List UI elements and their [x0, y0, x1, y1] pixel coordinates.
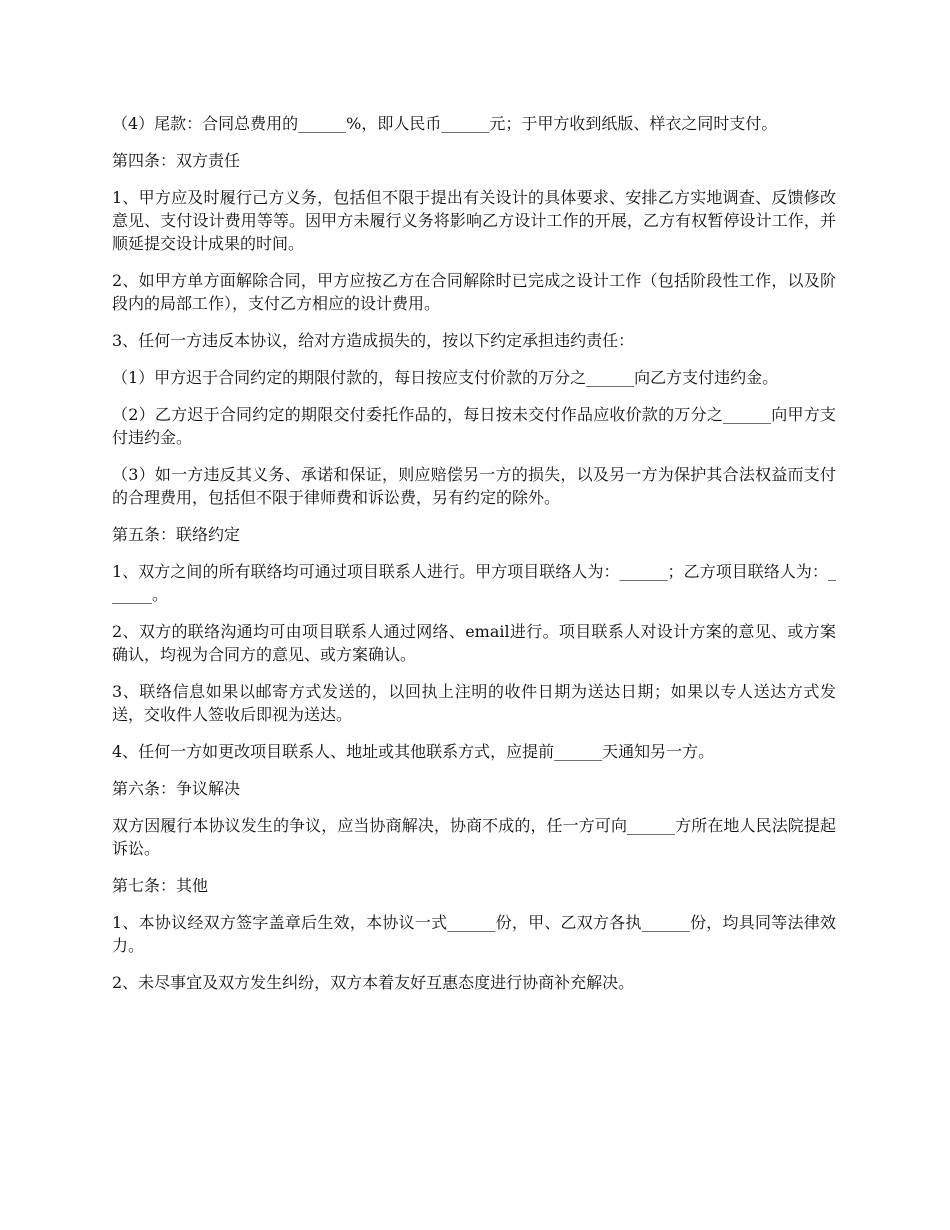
article-5-item-4: 4、任何一方如更改项目联系人、地址或其他联系方式，应提前______天通知另一方。 — [112, 742, 715, 761]
article-4-item-1: 1、甲方应及时履行己方义务，包括但不限于提出有关设计的具体要求、安排乙方实地调查、反馈修改意见、支付设计费用等等。因甲方未履行义务将影响乙方设计工作的开展，乙方有权暂停设计工作，并顺延提交设计成果的时间。 — [112, 188, 836, 253]
article-4-item-3-3: （3）如一方违反其义务、承诺和保证，则应赔偿另一方的损失，以及另一方为保护其合法权益而支付的合理费用，包括但不限于律师费和诉讼费，另有约定的除外。 — [112, 465, 836, 507]
article-5-item-2: 2、双方的联络沟通均可由项目联系人通过网络、email进行。项目联系人对设计方案的意见、或方案确认，均视为合同方的意见、或方案确认。 — [112, 622, 836, 664]
article-4-heading: 第四条：双方责任 — [112, 151, 241, 170]
article-5-heading: 第五条：联络约定 — [112, 525, 241, 544]
article-4-item-3-1: （1）甲方迟于合同约定的期限付款的，每日按应支付价款的万分之______向乙方支付违约金。 — [112, 368, 779, 387]
article-5-item-3: 3、联络信息如果以邮寄方式发送的，以回执上注明的收件日期为送达日期；如果以专人送达方式发送，交收件人签收后即视为送达。 — [112, 682, 836, 724]
article-4-item-3-2: （2）乙方迟于合同约定的期限交付委托作品的，每日按未交付作品应收价款的万分之______向甲方支付违约金。 — [112, 405, 836, 447]
article-6-heading: 第六条：争议解决 — [112, 779, 241, 798]
article-6-body: 双方因履行本协议发生的争议，应当协商解决，协商不成的，任一方可向______方所在地人民法院提起诉讼。 — [112, 816, 836, 858]
article-4-item-2: 2、如甲方单方面解除合同，甲方应按乙方在合同解除时已完成之设计工作（包括阶段性工作，以及阶段内的局部工作），支付乙方相应的设计费用。 — [112, 271, 836, 313]
document-page — [112, 112, 836, 1008]
clause-final-payment: （4）尾款：合同总费用的______%，即人民币______元；于甲方收到纸版、样衣之同时支付。 — [112, 114, 778, 133]
article-5-item-1: 1、双方之间的所有联络均可通过项目联系人进行。甲方项目联络人为：______；乙方项目联络人为：______。 — [112, 562, 836, 604]
article-7-heading: 第七条：其他 — [112, 876, 209, 895]
article-7-item-1: 1、本协议经双方签字盖章后生效，本协议一式______份，甲、乙双方各执______份，均具同等法律效力。 — [112, 913, 836, 955]
article-4-item-3: 3、任何一方违反本协议，给对方造成损失的，按以下约定承担违约责任： — [112, 331, 635, 350]
article-7-item-2: 2、未尽事宜及双方发生纠纷，双方本着友好互惠态度进行协商补充解决。 — [112, 973, 635, 992]
